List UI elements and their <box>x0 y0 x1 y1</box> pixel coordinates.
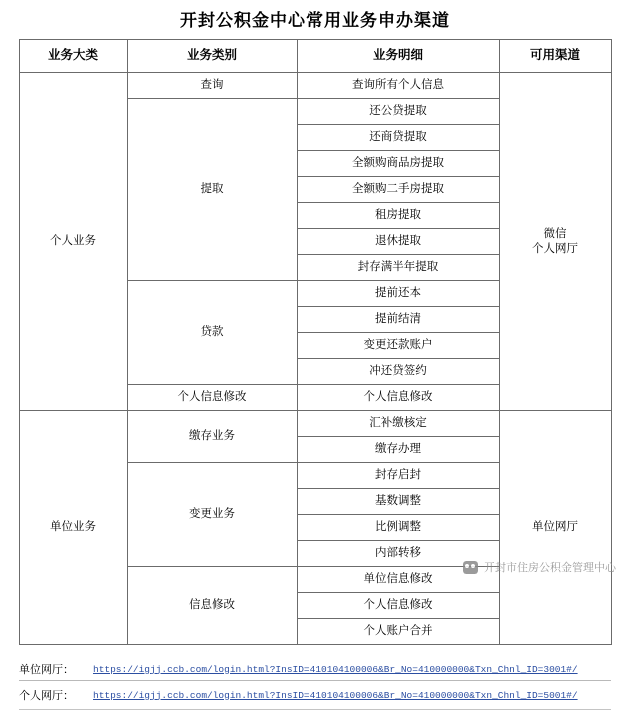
detail-cell: 全额购商品房提取 <box>297 151 499 177</box>
channel-line: 微信 <box>543 228 567 241</box>
type-cell-change: 变更业务 <box>127 463 297 567</box>
watermark-text: 开封市住房公积金管理中心 <box>484 562 616 574</box>
type-cell-withdraw: 提取 <box>127 99 297 281</box>
footer-link-row-company <box>19 655 611 680</box>
detail-cell: 个人信息修改 <box>297 385 499 411</box>
detail-cell: 提前结清 <box>297 307 499 333</box>
footer-link-row-personal <box>19 680 611 706</box>
detail-cell: 缴存办理 <box>297 437 499 463</box>
page-title: 开封公积金中心常用业务申办渠道 <box>180 11 450 30</box>
watermark <box>463 559 616 575</box>
type-cell-info-edit: 信息修改 <box>127 567 297 645</box>
type-cell-query: 查询 <box>127 73 297 99</box>
footer-label-personal: 个人网厅： <box>19 690 74 702</box>
detail-cell: 个人信息修改 <box>297 593 499 619</box>
wechat-icon <box>463 561 478 574</box>
business-channel-table <box>19 39 612 645</box>
detail-cell: 汇补缴核定 <box>297 411 499 437</box>
column-header-type: 业务类别 <box>127 40 297 73</box>
type-cell-deposit: 缴存业务 <box>127 411 297 463</box>
channel-cell-company: 单位网厅 <box>499 411 611 645</box>
detail-cell: 还公贷提取 <box>297 99 499 125</box>
channel-cell-personal <box>499 73 611 411</box>
table-row <box>19 411 611 437</box>
detail-cell: 冲还贷签约 <box>297 359 499 385</box>
detail-cell: 内部转移 <box>297 541 499 567</box>
detail-cell: 租房提取 <box>297 203 499 229</box>
detail-cell: 全额购二手房提取 <box>297 177 499 203</box>
detail-cell: 退休提取 <box>297 229 499 255</box>
detail-cell: 基数调整 <box>297 489 499 515</box>
column-header-channel: 可用渠道 <box>499 40 611 73</box>
detail-cell: 还商贷提取 <box>297 125 499 151</box>
type-cell-personal-info-edit: 个人信息修改 <box>127 385 297 411</box>
detail-cell: 查询所有个人信息 <box>297 73 499 99</box>
table-header-row <box>19 40 611 73</box>
company-portal-link[interactable]: https://igjj.ccb.com/login.html?InsID=410104100006&Br_No=410000000&Txn_Chnl_ID=3001#/ <box>93 663 578 675</box>
category-cell-personal: 个人业务 <box>19 73 127 411</box>
detail-cell: 封存满半年提取 <box>297 255 499 281</box>
footer-label-company: 单位网厅： <box>19 664 74 676</box>
detail-cell: 比例调整 <box>297 515 499 541</box>
column-header-category: 业务大类 <box>19 40 127 73</box>
detail-cell: 封存启封 <box>297 463 499 489</box>
type-cell-loan: 贷款 <box>127 281 297 385</box>
detail-cell: 提前还本 <box>297 281 499 307</box>
detail-cell: 单位信息修改 <box>297 567 499 593</box>
column-header-detail: 业务明细 <box>297 40 499 73</box>
detail-cell: 变更还款账户 <box>297 333 499 359</box>
category-cell-company: 单位业务 <box>19 411 127 645</box>
table-row <box>19 73 611 99</box>
personal-portal-link[interactable]: https://igjj.ccb.com/login.html?InsID=410104100006&Br_No=410000000&Txn_Chnl_ID=5001#/ <box>93 689 578 701</box>
footer-links <box>19 655 611 706</box>
channel-line: 个人网厅 <box>532 242 578 255</box>
detail-cell: 个人账户合并 <box>297 619 499 645</box>
